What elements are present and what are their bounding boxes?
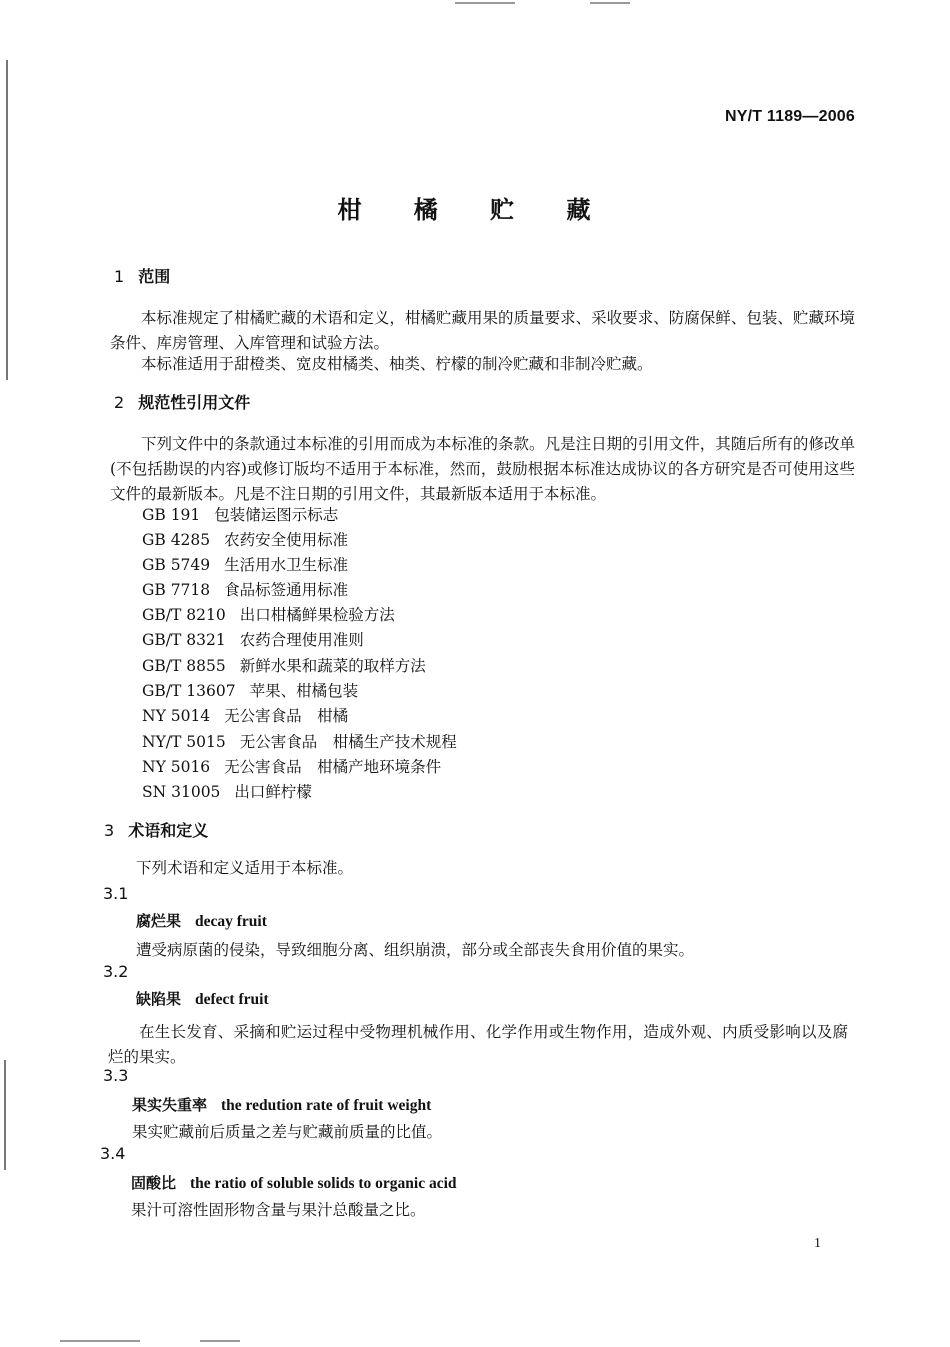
reference-code: NY 5016 [142, 758, 211, 776]
section-3-intro: 下列术语和定义适用于本标准。 [136, 859, 354, 877]
reference-code: SN 31005 [142, 783, 221, 801]
reference-title: 无公害食品 柑橘产地环境条件 [224, 758, 442, 776]
reference-item [142, 528, 348, 550]
section-1-paragraph: 本标准适用于甜橙类、宽皮柑橘类、柚类、柠檬的制冷贮藏和非制冷贮藏。 [141, 355, 653, 373]
reference-title: 食品标签通用标准 [224, 581, 349, 599]
document-title: 柑 橘 贮 藏 [337, 196, 613, 224]
scan-top-dash [455, 2, 515, 4]
reference-title: 包装储运图示标志 [214, 506, 339, 524]
scan-bottom-dash [200, 1340, 240, 1342]
term-heading [131, 1172, 457, 1193]
scan-edge-line [4, 1060, 6, 1170]
reference-code: GB/T 13607 [142, 682, 236, 700]
term-en: defect fruit [195, 991, 269, 1008]
reference-code: GB/T 8321 [142, 631, 226, 649]
term-definition: 在生长发育、采摘和贮运过程中受物理机械作用、化学作用或生物作用，造成外观、内质受影响以及腐烂的果实。 [108, 1023, 848, 1066]
term-number: 3.4 [100, 1144, 126, 1163]
term-definition: 果实贮藏前后质量之差与贮藏前质量的比值。 [132, 1123, 443, 1141]
reference-item [142, 704, 348, 726]
reference-code: GB/T 8855 [142, 657, 226, 675]
term-number: 3.2 [103, 962, 129, 981]
term-en: the redution rate of fruit weight [221, 1097, 432, 1114]
reference-code: GB 4285 [142, 531, 211, 549]
reference-title: 无公害食品 柑橘 [224, 707, 349, 725]
section-number: 1 [114, 267, 125, 286]
section-number: 2 [114, 393, 125, 412]
term-definition: 果汁可溶性固形物含量与果汁总酸量之比。 [131, 1201, 426, 1219]
section-2-heading [114, 390, 250, 413]
reference-title: 无公害食品 柑橘生产技术规程 [239, 733, 457, 751]
section-title: 规范性引用文件 [138, 393, 251, 412]
reference-title: 新鲜水果和蔬菜的取样方法 [239, 657, 426, 675]
reference-title: 农药安全使用标准 [224, 531, 349, 549]
reference-code: NY/T 5015 [142, 733, 226, 751]
section-title: 术语和定义 [128, 821, 209, 840]
section-title: 范围 [138, 267, 171, 286]
term-heading [136, 910, 267, 931]
section-number: 3 [104, 821, 115, 840]
reference-item [142, 578, 348, 600]
page-number: 1 [814, 1236, 821, 1251]
term-number: 3.3 [103, 1066, 129, 1085]
scan-top-dash [590, 2, 630, 4]
reference-item [142, 679, 358, 701]
reference-item [142, 654, 426, 676]
reference-code: GB 7718 [142, 581, 211, 599]
reference-title: 出口鲜柠檬 [234, 783, 312, 801]
term-zh: 固酸比 [131, 1174, 177, 1192]
reference-title: 出口柑橘鲜果检验方法 [239, 606, 395, 624]
reference-code: GB/T 8210 [142, 606, 226, 624]
reference-code: GB 5749 [142, 556, 211, 574]
reference-item [142, 603, 395, 625]
section-1-paragraph: 本标准规定了柑橘贮藏的术语和定义，柑橘贮藏用果的质量要求、采收要求、防腐保鲜、包装、贮藏环境条件、库房管理、入库管理和试验方法。 [110, 309, 855, 352]
reference-code: GB 191 [142, 506, 201, 524]
reference-item [142, 780, 312, 802]
standard-number: NY/T 1189—2006 [725, 108, 855, 125]
reference-item [142, 503, 338, 525]
reference-title: 生活用水卫生标准 [224, 556, 349, 574]
term-definition: 遭受病原菌的侵染，导致细胞分离、组织崩溃，部分或全部丧失食用价值的果实。 [136, 941, 695, 959]
term-zh: 缺陷果 [136, 990, 182, 1008]
section-1-heading [114, 264, 170, 287]
reference-item [142, 730, 457, 752]
term-en: the ratio of soluble solids to organic acid [190, 1175, 457, 1192]
scan-bottom-dash [60, 1340, 140, 1342]
reference-item [142, 628, 364, 650]
term-en: decay fruit [195, 913, 267, 930]
reference-item [142, 553, 348, 575]
term-heading [132, 1094, 431, 1115]
reference-code: NY 5014 [142, 707, 211, 725]
reference-item [142, 755, 441, 777]
section-3-heading [104, 818, 208, 841]
term-zh: 果实失重率 [132, 1096, 208, 1114]
term-zh: 腐烂果 [136, 912, 182, 930]
reference-title: 农药合理使用准则 [239, 631, 364, 649]
reference-title: 苹果、柑橘包装 [249, 682, 359, 700]
term-heading [136, 988, 269, 1009]
term-number: 3.1 [103, 884, 129, 903]
section-2-intro: 下列文件中的条款通过本标准的引用而成为本标准的条款。凡是注日期的引用文件，其随后所有的修改单(不包括勘误的内容)或修订版均不适用于本标准，然而，鼓励根据本标准达成协议的各方研究是否可使用这些文件的最新版本。凡是不注日期的引用文件，其最新版本适用于本标准。 [110, 435, 855, 503]
